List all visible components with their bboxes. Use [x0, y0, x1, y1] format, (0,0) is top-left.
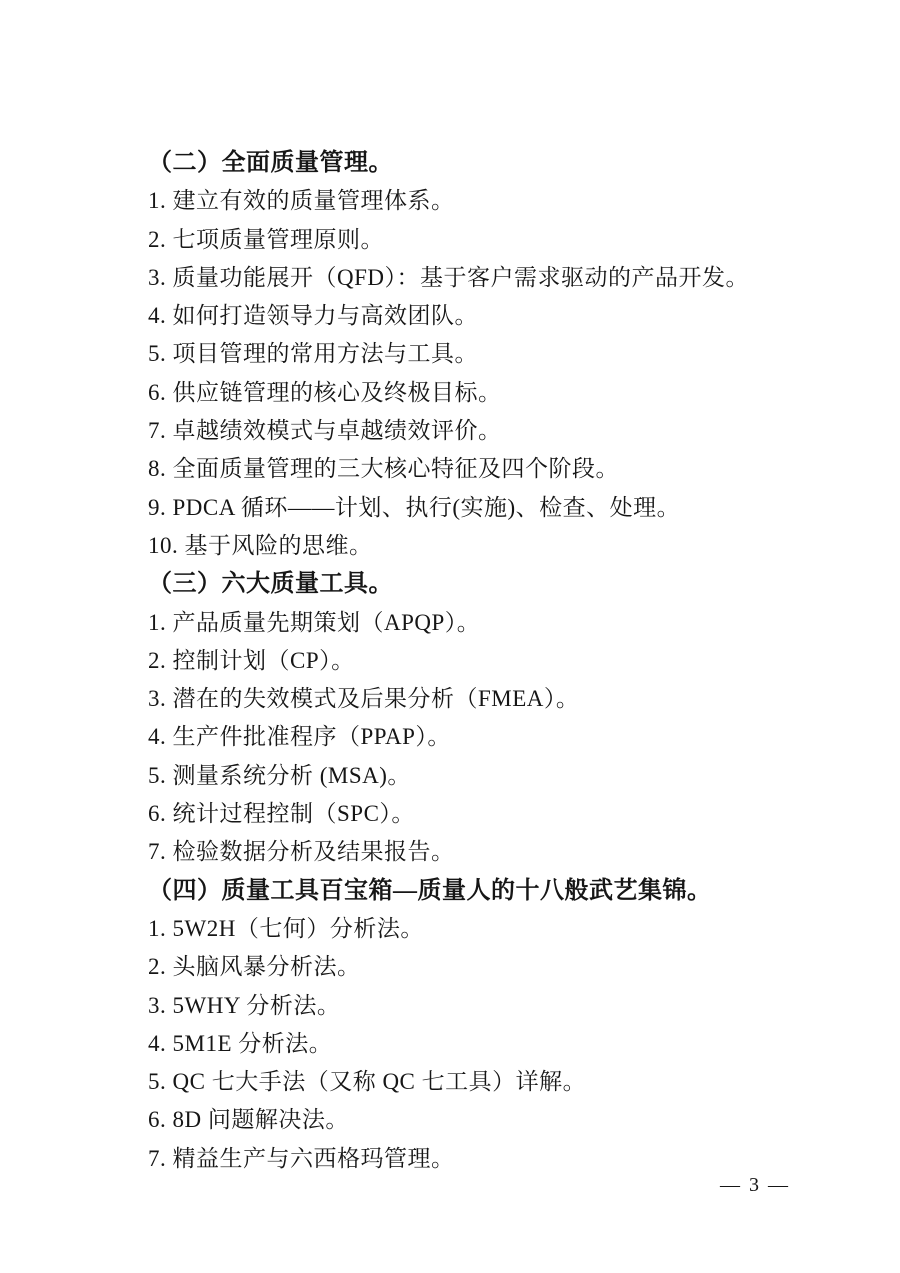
list-item: 2. 头脑风暴分析法。: [148, 954, 361, 980]
list-item: 5. 项目管理的常用方法与工具。: [148, 341, 478, 367]
list-item: 9. PDCA 循环——计划、执行(实施)、检查、处理。: [148, 494, 681, 520]
list-item: 7. 精益生产与六西格玛管理。: [148, 1145, 455, 1171]
list-item: 5. QC 七大手法（又称 QC 七工具）详解。: [148, 1069, 587, 1095]
list-item: 4. 5M1E 分析法。: [148, 1030, 333, 1056]
list-item: 4. 如何打造领导力与高效团队。: [148, 303, 478, 329]
list-item: 8. 全面质量管理的三大核心特征及四个阶段。: [148, 456, 619, 482]
list-item: 6. 统计过程控制（SPC）。: [148, 801, 415, 827]
list-item: 3. 质量功能展开（QFD）：基于客户需求驱动的产品开发。: [148, 264, 750, 290]
list-item: 6. 8D 问题解决法。: [148, 1107, 349, 1133]
list-item: 2. 七项质量管理原则。: [148, 226, 384, 252]
section-heading-3: （三）六大质量工具。: [148, 571, 393, 598]
list-item: 1. 产品质量先期策划（APQP）。: [148, 609, 481, 635]
section-heading-2: （二）全面质量管理。: [148, 150, 393, 176]
list-item: 3. 潜在的失效模式及后果分析（FMEA）。: [148, 686, 580, 712]
list-item: 5. 测量系统分析 (MSA)。: [148, 762, 411, 788]
list-item: 4. 生产件批准程序（PPAP）。: [148, 724, 451, 750]
list-item: 3. 5WHY 分析法。: [148, 992, 341, 1018]
list-item: 6. 供应链管理的核心及终极目标。: [148, 379, 502, 405]
list-item: 1. 建立有效的质量管理体系。: [148, 188, 455, 214]
list-item: 1. 5W2H（七何）分析法。: [148, 915, 424, 941]
list-item: 7. 检验数据分析及结果报告。: [148, 839, 455, 865]
list-item: 7. 卓越绩效模式与卓越绩效评价。: [148, 418, 502, 444]
document-content: [148, 144, 848, 1178]
list-item: 2. 控制计划（CP）。: [148, 647, 355, 673]
section-heading-4: （四）质量工具百宝箱—质量人的十八般武艺集锦。: [148, 877, 712, 904]
page-number: — 3 —: [720, 1174, 790, 1196]
list-item: 10. 基于风险的思维。: [148, 532, 373, 558]
